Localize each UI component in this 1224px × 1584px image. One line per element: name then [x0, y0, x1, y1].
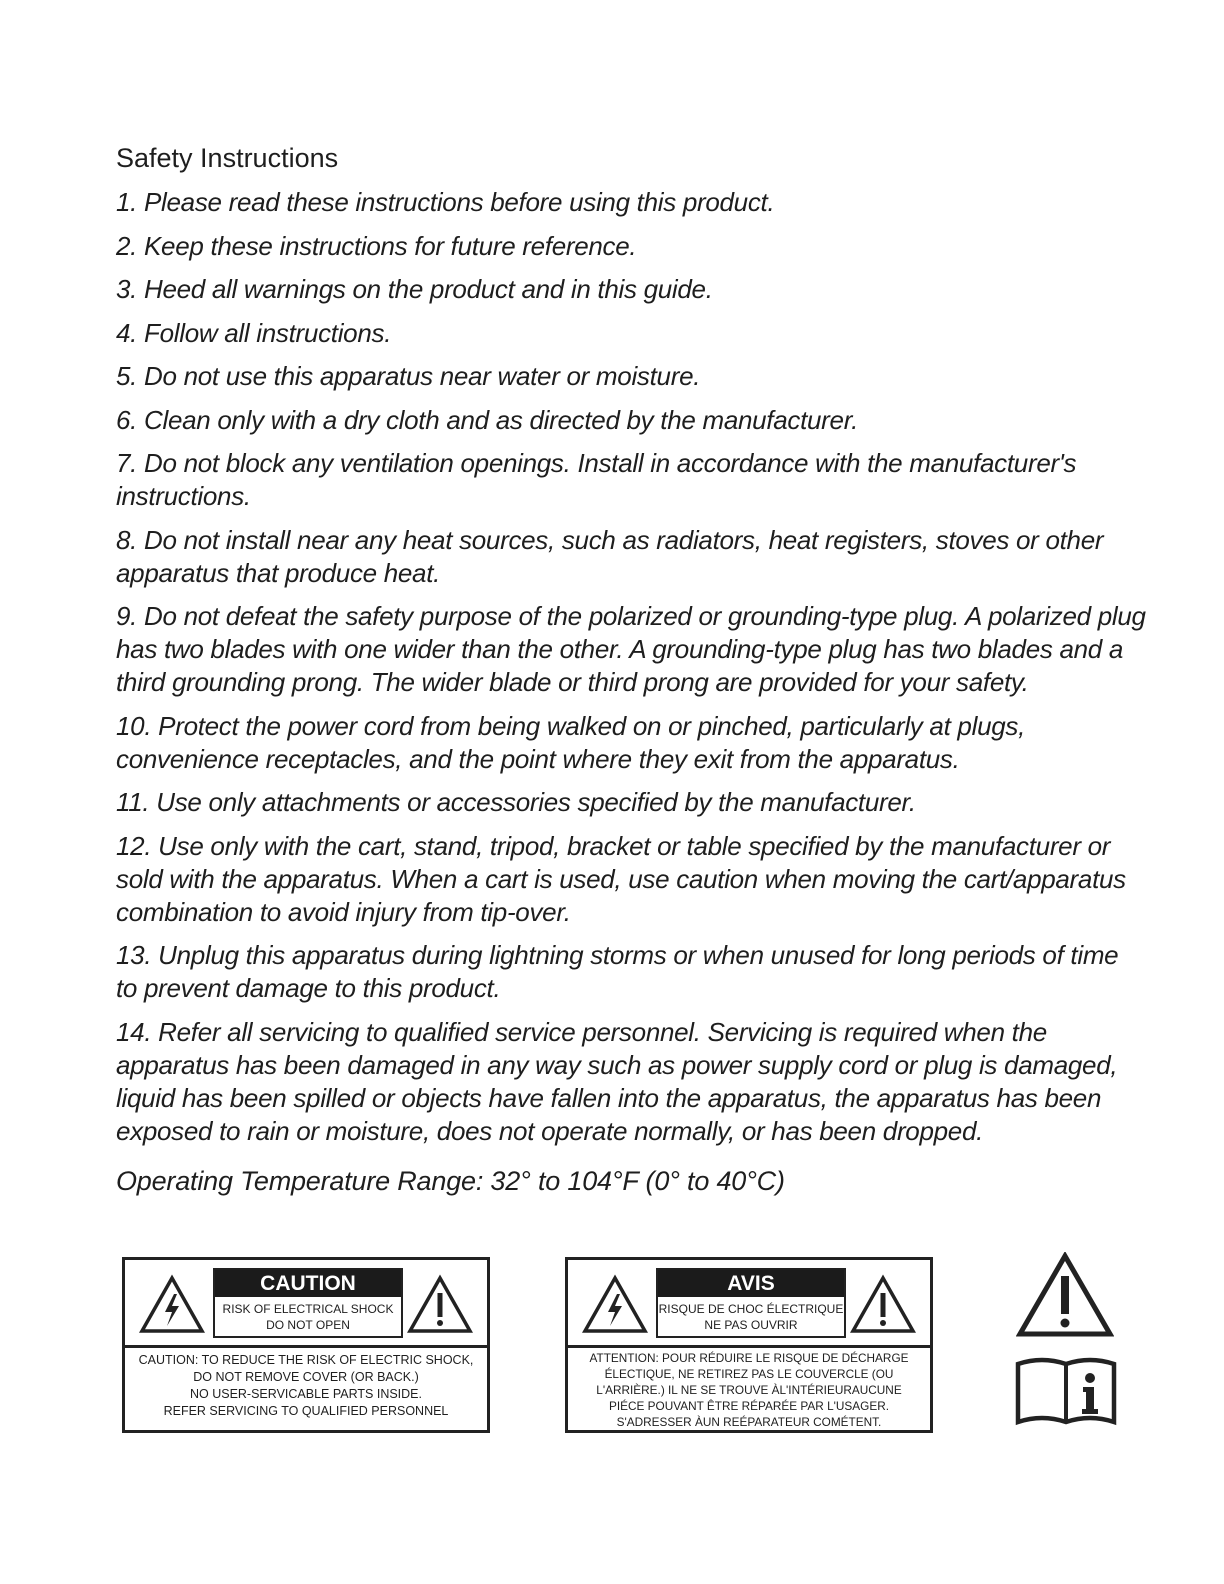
avis-body: [568, 1350, 930, 1430]
caution-label-header: [125, 1260, 487, 1348]
instruction-list: [116, 186, 1146, 1158]
list-item: 11. Use only attachments or accessories specified by the manufacturer.: [116, 787, 916, 817]
avis-body-line: PIÉCE POUVANT ÊTRE RÉPARÉE PAR L'USAGER.: [609, 1399, 889, 1413]
manual-info-icon: [1014, 1354, 1118, 1428]
avis-banner: AVIS: [658, 1270, 844, 1297]
avis-label: [565, 1257, 933, 1433]
page-title: Safety Instructions: [116, 143, 339, 173]
caution-sub-line: DO NOT OPEN: [266, 1318, 350, 1332]
lightning-warning-icon: [139, 1274, 205, 1334]
operating-temperature: Operating Temperature Range: 32° to 104°F (0° to 40°C): [116, 1166, 785, 1196]
caution-label: [122, 1257, 490, 1433]
caution-subtext: [215, 1297, 401, 1333]
list-item: 12. Use only with the cart, stand, tripod, bracket or table specified by the manufacturer or sold with the apparatus. When a cart is used, use caution when moving the cart/apparatus combination to avoid injury from tip-over.: [116, 830, 1126, 927]
list-item: 10. Protect the power cord from being walked on or pinched, particularly at plugs, convenience receptacles, and the point where they exit from the apparatus.: [116, 710, 1026, 774]
list-item: 6. Clean only with a dry cloth and as directed by the manufacturer.: [116, 404, 859, 435]
caution-body-line: REFER SERVICING TO QUALIFIED PERSONNEL: [163, 1404, 449, 1418]
list-item: 2. Keep these instructions for future reference.: [116, 230, 637, 261]
exclamation-warning-icon: [1016, 1252, 1114, 1338]
list-item: 4. Follow all instructions.: [116, 317, 392, 348]
exclamation-warning-icon: [407, 1274, 473, 1334]
list-item: 1. Please read these instructions before using this product.: [116, 187, 775, 217]
caution-body: [125, 1352, 487, 1420]
list-item: 13. Unplug this apparatus during lightning storms or when unused for long periods of time to prevent damage to this product.: [116, 940, 1119, 1003]
avis-body-line: ÉLECTIQUE, NE RETIREZ PAS LE COUVERCLE (OU: [604, 1367, 894, 1381]
avis-body-line: ATTENTION: POUR RÉDUIRE LE RISQUE DE DÉCHARGE: [589, 1351, 909, 1365]
lightning-warning-icon: [582, 1274, 648, 1334]
avis-box: [656, 1268, 846, 1338]
list-item: 14. Refer all servicing to qualified service personnel. Servicing is required when the apparatus has been damaged in any way such as power supply cord or plug is damaged, liquid has been spilled or objects have fallen into the apparatus, the apparatus has been exposed to rain or moisture, does not operate normally, or has been dropped.: [116, 1016, 1118, 1146]
avis-subtext: [658, 1297, 844, 1333]
list-item: 9. Do not defeat the safety purpose of the polarized or grounding-type plug. A polarized plug has two blades with one wider than the other. A grounding-type plug has two blades and a third grounding prong. The wider blade or third prong are provided for your safety.: [116, 601, 1146, 697]
caution-box: [213, 1268, 403, 1338]
caution-sub-line: RISK OF ELECTRICAL SHOCK: [222, 1302, 394, 1316]
avis-sub-line: RISQUE DE CHOC ÉLECTRIQUE: [658, 1302, 844, 1316]
avis-body-line: S'ADRESSER ÀUN REÉPARATEUR COMÉTENT.: [616, 1415, 882, 1429]
list-item: 8. Do not install near any heat sources, such as radiators, heat registers, stoves or other apparatus that produce heat.: [116, 524, 1104, 588]
list-item: 3. Heed all warnings on the product and in this guide.: [116, 274, 713, 304]
caution-body-line: DO NOT REMOVE COVER (OR BACK.): [193, 1370, 419, 1384]
list-item: 5. Do not use this apparatus near water or moisture.: [116, 361, 701, 391]
avis-sub-line: NE PAS OUVRIR: [704, 1318, 798, 1332]
avis-label-header: [568, 1260, 930, 1348]
exclamation-warning-icon: [850, 1274, 916, 1334]
caution-banner: CAUTION: [215, 1270, 401, 1297]
caution-body-line: CAUTION: TO REDUCE THE RISK OF ELECTRIC SHOCK,: [138, 1353, 474, 1367]
caution-body-line: NO USER-SERVICABLE PARTS INSIDE.: [189, 1387, 422, 1401]
list-item: 7. Do not block any ventilation openings. Install in accordance with the manufacturer's instructions.: [116, 448, 1077, 511]
avis-body-line: L'ARRIÈRE.) IL NE SE TROUVE ÀL'INTÉRIEURAUCUNE: [596, 1383, 902, 1397]
